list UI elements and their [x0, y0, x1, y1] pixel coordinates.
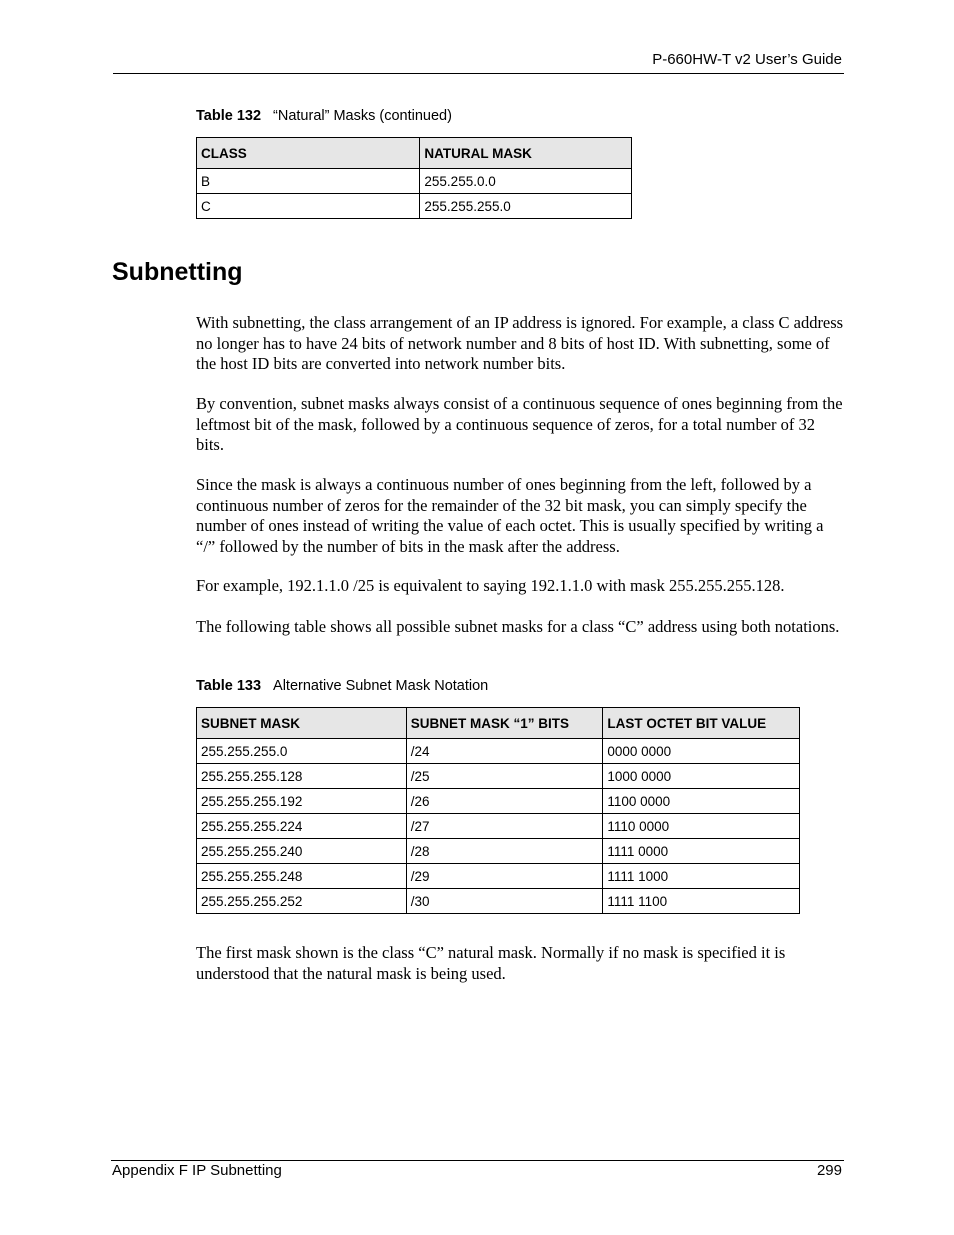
- table-row: [197, 814, 800, 839]
- table-cell: /24: [406, 739, 603, 764]
- table-cell: 255.255.255.248: [197, 864, 407, 889]
- column-header: LAST OCTET BIT VALUE: [603, 708, 800, 739]
- paragraph: The following table shows all possible subnet masks for a class “C” address using both notations.: [196, 617, 840, 636]
- table-132-title: “Natural” Masks (continued): [273, 108, 452, 124]
- column-header: SUBNET MASK “1” BITS: [406, 708, 603, 739]
- table-cell: /27: [406, 814, 603, 839]
- footer-chapter: Appendix F IP Subnetting: [112, 1162, 282, 1179]
- column-header: CLASS: [197, 138, 420, 169]
- table-cell: 255.255.255.252: [197, 889, 407, 914]
- table-cell: 255.255.0.0: [420, 169, 632, 194]
- paragraph: With subnetting, the class arrangement of an IP address is ignored. For example, a class C address no longer has to have 24 bits of network number and 8 bits of host ID. With subnetting, some of the host ID bits are converted into network number bits.: [196, 313, 844, 373]
- table-row: [197, 839, 800, 864]
- header-title: P-660HW-T v2 User’s Guide: [652, 51, 842, 68]
- table-cell: 1000 0000: [603, 764, 800, 789]
- table-row: [197, 864, 800, 889]
- table-133: [196, 707, 800, 914]
- section-title: Subnetting: [112, 258, 243, 286]
- table-cell: 255.255.255.128: [197, 764, 407, 789]
- header-rule: [113, 73, 844, 74]
- table-cell: 255.255.255.192: [197, 789, 407, 814]
- footer-rule: [111, 1160, 844, 1161]
- table-133-title: Alternative Subnet Mask Notation: [273, 678, 489, 694]
- table-cell: B: [197, 169, 420, 194]
- paragraph: Since the mask is always a continuous number of ones beginning from the left, followed by a continuous number of zeros for the remainder of the 32 bit mask, you can simply specify the number of ones instead of writing the value of each octet. This is usually specified by writing a “/” followed by the number of bits in the mask after the address.: [196, 475, 824, 556]
- table-cell: /29: [406, 864, 603, 889]
- table-132-label: Table 132: [196, 108, 262, 124]
- table-cell: 255.255.255.224: [197, 814, 407, 839]
- table-cell: /25: [406, 764, 603, 789]
- table-cell: /26: [406, 789, 603, 814]
- table-132: [196, 137, 632, 219]
- table-cell: 255.255.255.240: [197, 839, 407, 864]
- table-row: [197, 889, 800, 914]
- paragraph: The first mask shown is the class “C” natural mask. Normally if no mask is specified it is understood that the natural mask is being used.: [196, 943, 786, 983]
- table-header-row: [197, 138, 632, 169]
- table-row: [197, 764, 800, 789]
- table-cell: 1111 1000: [603, 864, 800, 889]
- paragraph: By convention, subnet masks always consist of a continuous sequence of ones beginning from the leftmost bit of the mask, followed by a continuous sequence of zeros, for a total number of 32 bits.: [196, 394, 843, 454]
- table-cell: 255.255.255.0: [197, 739, 407, 764]
- table-row: [197, 789, 800, 814]
- table-132-caption: [196, 108, 452, 124]
- table-row: [197, 169, 632, 194]
- table-cell: 0000 0000: [603, 739, 800, 764]
- table-133-caption: [196, 678, 488, 694]
- column-header: NATURAL MASK: [420, 138, 632, 169]
- table-cell: C: [197, 194, 420, 219]
- table-cell: 1111 0000: [603, 839, 800, 864]
- table-cell: 1111 1100: [603, 889, 800, 914]
- paragraph: For example, 192.1.1.0 /25 is equivalent to saying 192.1.1.0 with mask 255.255.255.128.: [196, 576, 785, 595]
- table-row: [197, 739, 800, 764]
- table-cell: /30: [406, 889, 603, 914]
- table-cell: 1100 0000: [603, 789, 800, 814]
- page-number: 299: [816, 1162, 842, 1179]
- table-cell: 1110 0000: [603, 814, 800, 839]
- table-cell: 255.255.255.0: [420, 194, 632, 219]
- table-row: [197, 194, 632, 219]
- column-header: SUBNET MASK: [197, 708, 407, 739]
- table-header-row: [197, 708, 800, 739]
- table-133-label: Table 133: [196, 678, 262, 694]
- table-cell: /28: [406, 839, 603, 864]
